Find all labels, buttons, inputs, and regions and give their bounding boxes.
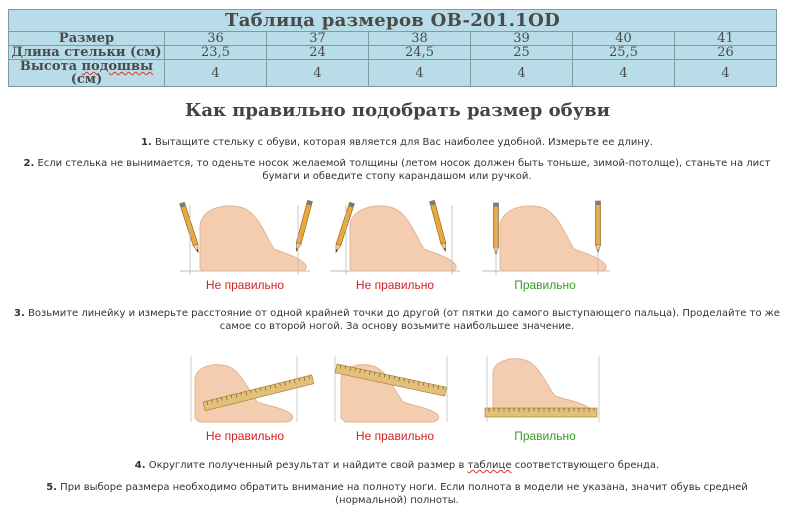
- table-cell: 25: [471, 46, 573, 60]
- table-cell: 38: [369, 32, 471, 46]
- ruler-label-right: Правильно: [514, 429, 576, 443]
- row-header-insole-length: Длина стельки (см): [9, 46, 165, 60]
- table-title: Таблица размеров OB-201.1OD: [9, 10, 777, 32]
- step-1-text: Вытащите стельку с обуви, которая является для Вас наиболее удобной. Измерьте ее длину.: [151, 137, 653, 148]
- table-cell: 24,5: [369, 46, 471, 60]
- pencil-label-right: Правильно: [514, 278, 576, 292]
- step-5-number: 5.: [46, 482, 57, 493]
- table-cell: 4: [573, 60, 675, 87]
- pencil-figure-wrong-2: [330, 200, 460, 275]
- table-cell: 25,5: [573, 46, 675, 60]
- step-4: [12, 459, 782, 472]
- table-cell: 4: [369, 60, 471, 87]
- step-4-text-pre: Округлите полученный результат и найдите свой размер в: [145, 460, 468, 471]
- table-cell: 41: [675, 32, 777, 46]
- step-1: [12, 136, 782, 149]
- table-row: [9, 60, 777, 87]
- table-cell: 4: [165, 60, 267, 87]
- table-cell: 40: [573, 32, 675, 46]
- table-cell: 26: [675, 46, 777, 60]
- ruler-figure-wrong-1: [191, 356, 314, 422]
- ruler-label-wrong-1: Не правильно: [205, 429, 285, 443]
- step-4-text-post: соответствующего бренда.: [511, 460, 660, 471]
- step-3: [12, 307, 782, 333]
- table-cell: 24: [267, 46, 369, 60]
- pencil-figure-right: [482, 201, 610, 275]
- table-cell: 37: [267, 32, 369, 46]
- table-cell: 36: [165, 32, 267, 46]
- pencil-label-wrong-2: Не правильно: [355, 278, 435, 292]
- ruler-figure-right: [485, 356, 599, 422]
- pencil-label-wrong-1: Не правильно: [205, 278, 285, 292]
- size-table: [8, 9, 777, 87]
- guide-title: Как правильно подобрать размер обуви: [184, 100, 611, 121]
- table-cell: 4: [267, 60, 369, 87]
- row-header-sole-height-post: (см): [70, 72, 103, 87]
- table-cell: 4: [675, 60, 777, 87]
- table-row: [9, 32, 777, 46]
- ruler-measure-illustrations: [185, 350, 615, 426]
- step-2-number: 2.: [23, 158, 35, 169]
- step-1-number: 1.: [141, 137, 152, 148]
- table-cell: 39: [471, 32, 573, 46]
- step-4-text-wavy: таблице: [467, 460, 512, 471]
- table-row: [9, 46, 777, 60]
- row-header-sole-height-pre: Высота: [19, 59, 82, 74]
- table-title-row: [9, 10, 777, 32]
- table-cell: 4: [471, 60, 573, 87]
- step-2: [12, 157, 782, 183]
- pencil-tracing-illustrations: [170, 195, 620, 277]
- row-header-sole-height-wavy: подошвы: [81, 59, 154, 74]
- table-cell: 23,5: [165, 46, 267, 60]
- row-header-sole-height: [9, 60, 165, 87]
- step-4-number: 4.: [134, 460, 146, 471]
- step-5: [12, 481, 782, 507]
- ruler-label-wrong-2: Не правильно: [355, 429, 435, 443]
- step-3-text: Возьмите линейку и измерьте расстояние от одной крайней точки до другой (от пятки до самого выступающего пальца). Проделайте то же самое со второй ногой. За основу возьмите наибольшее значение.: [24, 308, 780, 332]
- step-5-text: При выборе размера необходимо обратить внимание на полноту ноги. Если полнота в модели не указана, значит обувь средней (нормальной) полноты.: [57, 482, 748, 506]
- ruler-figure-wrong-2: [335, 356, 447, 422]
- row-header-size: Размер: [9, 32, 165, 46]
- step-2-text: Если стелька не вынимается, то оденьте носок желаемой толщины (летом носок должен быть тоньше, зимой-потолще), станьте на лист бумаги и обведите стопу карандашом или ручкой.: [34, 158, 771, 182]
- step-3-number: 3.: [14, 308, 25, 319]
- pencil-figure-wrong-1: [180, 200, 313, 275]
